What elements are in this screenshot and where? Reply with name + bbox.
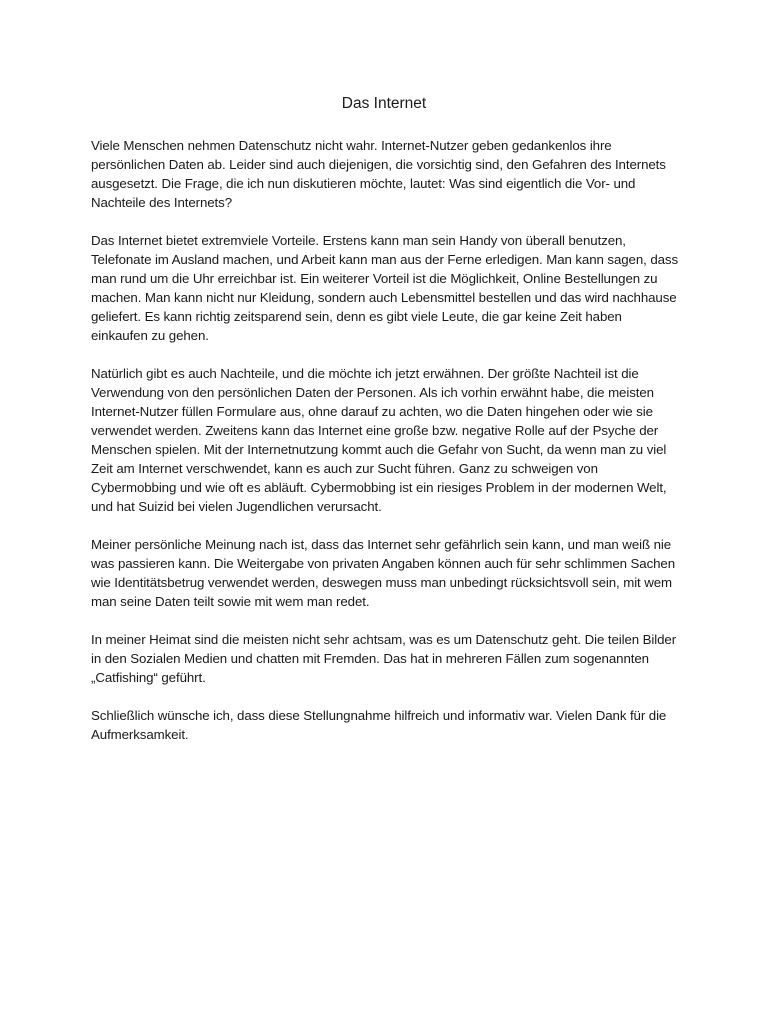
paragraph-disadvantages: Natürlich gibt es auch Nachteile, und die möchte ich jetzt erwähnen. Der größte Nachteil ist die Verwendung von den persönlichen Daten der Personen. Als ich vorhin erwähnt habe, die meisten Internet-Nutzer füllen Formulare aus, ohne darauf zu achten, wo die Daten hingehen oder wie sie verwendet werden. Zweitens kann das Internet eine große bzw. negative Rolle auf der Psyche der Menschen spielen. Mit der Internetnutzung kommt auch die Gefahr von Sucht, da wenn man zu viel Zeit am Internet verschwendet, kann es auch zur Sucht führen. Ganz zu schweigen von Cybermobbing und wie oft es abläuft. Cybermobbing ist ein riesiges Problem in der modernen Welt, und hat Suizid bei vielen Jugendlichen verursacht. (91, 366, 667, 514)
document-title: Das Internet (341, 95, 427, 112)
paragraph-intro: Viele Menschen nehmen Datenschutz nicht wahr. Internet-Nutzer geben gedankenlos ihre persönlichen Daten ab. Leider sind auch diejenigen, die vorsichtig sind, den Gefahren des Internets ausgesetzt. Die Frage, die ich nun diskutieren möchte, lautet: Was sind eigentlich die Vor- und Nachteile des Internets? (91, 138, 666, 210)
paragraph-homeland: In meiner Heimat sind die meisten nicht sehr achtsam, was es um Datenschutz geht. Die teilen Bilder in den Sozialen Medien und chatten mit Fremden. Das hat in mehreren Fällen zum sogenannten „Catfishing“ geführt. (91, 632, 677, 685)
paragraph-advantages: Das Internet bietet extremviele Vorteile. Erstens kann man sein Handy von überall benutzen, Telefonate im Ausland machen, und Arbeit kann man aus der Ferne erledigen. Man kann sagen, dass man rund um die Uhr erreichbar ist. Ein weiterer Vorteil ist die Möglichkeit, Online Bestellungen zu machen. Man kann nicht nur Kleidung, sondern auch Lebensmittel bestellen und das wird nachhause geliefert. Es kann richtig zeitsparend sein, denn es gibt viele Leute, die gar keine Zeit haben einkaufen zu gehen. (91, 233, 679, 343)
document-body (91, 136, 681, 763)
paragraph-conclusion: Schließlich wünsche ich, dass diese Stellungnahme hilfreich und informativ war. Vielen Dank für die Aufmerksamkeit. (91, 708, 667, 742)
paragraph-opinion: Meiner persönliche Meinung nach ist, dass das Internet sehr gefährlich sein kann, und man weiß nie was passieren kann. Die Weitergabe von privaten Angaben können auch für sehr schlimmen Sachen wie Identitätsbetrug verwendet werden, deswegen muss man unbedingt rücksichtsvoll sein, mit wem man seine Daten teilt sowie mit wem man redet. (91, 537, 675, 609)
